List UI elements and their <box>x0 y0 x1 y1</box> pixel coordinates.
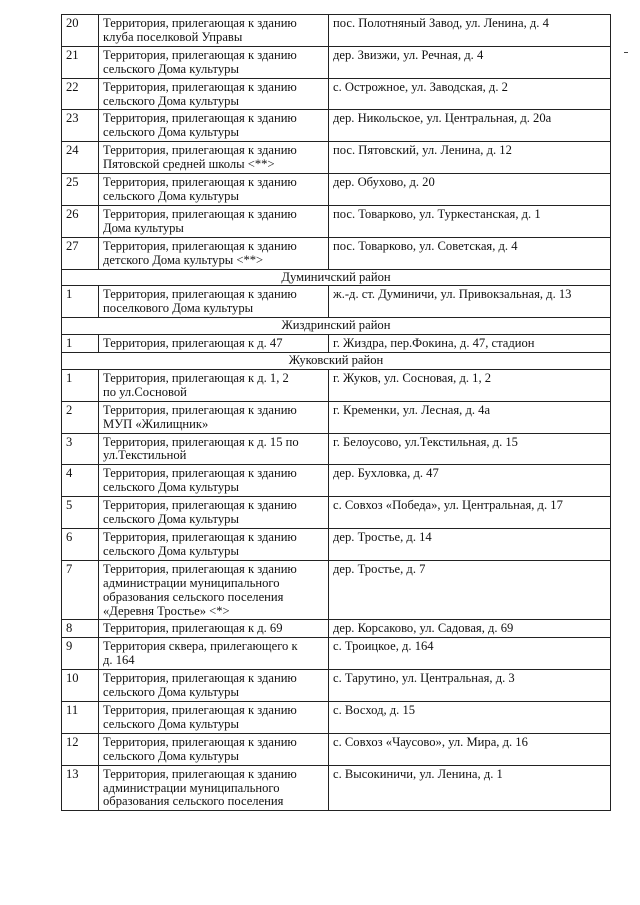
row-number: 25 <box>62 174 99 206</box>
address <box>329 401 611 433</box>
table-row <box>62 174 611 206</box>
row-number: 9 <box>62 638 99 670</box>
address <box>329 560 611 620</box>
table-row <box>62 560 611 620</box>
table-row <box>62 465 611 497</box>
address <box>329 433 611 465</box>
description-line: по ул.Сосновой <box>103 384 187 399</box>
row-number: 1 <box>62 286 99 318</box>
description-line: сельского Дома культуры <box>103 685 239 700</box>
address <box>329 286 611 318</box>
description-line: сельского Дома культуры <box>103 512 239 527</box>
description-line: образования сельского поселения <box>103 794 284 809</box>
description-line: сельского Дома культуры <box>103 480 239 495</box>
address-line: пос. Пятовский, ул. Ленина, д. 12 <box>333 143 512 158</box>
row-number: 24 <box>62 142 99 174</box>
table-row <box>62 733 611 765</box>
description-line: ул.Текстильной <box>103 448 187 463</box>
description-line: Территория, прилегающая к зданию <box>103 175 297 190</box>
table-row <box>62 205 611 237</box>
description-line: Территория, прилегающая к д. 1, 2 <box>103 370 289 385</box>
territory-description <box>99 670 329 702</box>
territory-description <box>99 15 329 47</box>
table-row <box>62 701 611 733</box>
row-number: 22 <box>62 78 99 110</box>
address-line: г. Жуков, ул. Сосновая, д. 1, 2 <box>333 370 492 385</box>
address <box>329 765 611 811</box>
address <box>329 205 611 237</box>
row-number: 10 <box>62 670 99 702</box>
address-line: дер. Тростье, д. 14 <box>333 530 432 544</box>
address <box>329 670 611 702</box>
description-line: Территория, прилегающая к зданию <box>103 16 297 30</box>
table-row <box>62 15 611 47</box>
row-number: 4 <box>62 465 99 497</box>
table-row <box>62 497 611 529</box>
district-header-row <box>62 269 611 286</box>
address-line: дер. Тростье, д. 7 <box>333 561 426 576</box>
description-line: Территория сквера, прилегающего к <box>103 639 298 654</box>
table-row <box>62 78 611 110</box>
territory-table <box>61 14 611 811</box>
description-line: Территория, прилегающая к зданию <box>103 143 297 158</box>
territory-description <box>99 174 329 206</box>
row-number: 12 <box>62 733 99 765</box>
address-line: пос. Товарково, ул. Туркестанская, д. 1 <box>333 206 541 221</box>
territory-description <box>99 465 329 497</box>
address <box>329 237 611 269</box>
row-number: 20 <box>62 15 99 47</box>
territory-description <box>99 237 329 269</box>
address <box>329 529 611 561</box>
description-line: Территория, прилегающая к зданию <box>103 238 297 253</box>
description-line: «Деревня Тростье» <*> <box>103 603 230 618</box>
description-line: Территория, прилегающая к зданию <box>103 47 297 62</box>
address-line: с. Совхоз «Победа», ул. Центральная, д. 17 <box>333 498 563 513</box>
table-row <box>62 670 611 702</box>
table-row <box>62 142 611 174</box>
address <box>329 369 611 401</box>
district-name: Жуковский район <box>62 353 611 370</box>
territory-description <box>99 205 329 237</box>
description-line: Территория, прилегающая к зданию <box>103 402 297 417</box>
row-number: 1 <box>62 335 99 353</box>
description-line: Территория, прилегающая к зданию <box>103 671 297 686</box>
address <box>329 733 611 765</box>
table-row <box>62 529 611 561</box>
address <box>329 497 611 529</box>
row-number: 11 <box>62 701 99 733</box>
territory-description <box>99 46 329 78</box>
address <box>329 110 611 142</box>
row-number: 8 <box>62 620 99 638</box>
table-row <box>62 237 611 269</box>
description-line: сельского Дома культуры <box>103 716 239 731</box>
territory-description <box>99 560 329 620</box>
address-line: дер. Корсаково, ул. Садовая, д. 69 <box>333 621 514 636</box>
territory-description <box>99 110 329 142</box>
address <box>329 46 611 78</box>
territory-description <box>99 286 329 318</box>
address-line: с. Троицкое, д. 164 <box>333 639 434 654</box>
territory-description <box>99 638 329 670</box>
row-number: 13 <box>62 765 99 811</box>
territory-description <box>99 78 329 110</box>
territory-description <box>99 529 329 561</box>
territory-description <box>99 142 329 174</box>
description-line: сельского Дома культуры <box>103 61 239 76</box>
table-row <box>62 620 611 638</box>
district-header-row <box>62 318 611 335</box>
district-header-row <box>62 353 611 370</box>
table-body <box>62 15 611 811</box>
table-row <box>62 433 611 465</box>
address <box>329 701 611 733</box>
address <box>329 142 611 174</box>
address-line: г. Белоусово, ул.Текстильная, д. 15 <box>333 434 518 449</box>
row-number: 7 <box>62 560 99 620</box>
description-line: сельского Дома культуры <box>103 93 239 108</box>
table-row <box>62 765 611 811</box>
address <box>329 15 611 47</box>
description-line: Территория, прилегающая к д. 47 <box>103 336 283 351</box>
description-line: Территория, прилегающая к зданию <box>103 561 297 576</box>
description-line: МУП «Жилищник» <box>103 416 209 431</box>
table-row <box>62 110 611 142</box>
address <box>329 174 611 206</box>
table-row <box>62 286 611 318</box>
description-line: сельского Дома культуры <box>103 543 239 558</box>
description-line: сельского Дома культуры <box>103 188 239 203</box>
address-line: дер. Обухово, д. 20 <box>333 175 435 190</box>
table-row <box>62 46 611 78</box>
description-line: образования сельского поселения <box>103 589 284 604</box>
address-line: пос. Полотняный Завод, ул. Ленина, д. 4 <box>333 16 549 30</box>
row-number: 26 <box>62 205 99 237</box>
row-number: 21 <box>62 46 99 78</box>
description-line: Территория, прилегающая к зданию <box>103 766 297 781</box>
row-number: 3 <box>62 433 99 465</box>
table-row <box>62 369 611 401</box>
description-line: Территория, прилегающая к д. 69 <box>103 621 283 636</box>
address <box>329 638 611 670</box>
territory-description <box>99 733 329 765</box>
description-line: сельского Дома культуры <box>103 125 239 140</box>
row-number: 27 <box>62 237 99 269</box>
territory-description <box>99 620 329 638</box>
address-line: с. Совхоз «Чаусово», ул. Мира, д. 16 <box>333 734 528 749</box>
description-line: клуба поселковой Управы <box>103 29 243 44</box>
address-line: дер. Бухловка, д. 47 <box>333 466 439 481</box>
description-line: Пятовской средней школы <**> <box>103 157 275 172</box>
territory-description <box>99 335 329 353</box>
address-line: с. Восход, д. 15 <box>333 702 416 717</box>
territory-description <box>99 433 329 465</box>
row-number: 2 <box>62 401 99 433</box>
table-row <box>62 401 611 433</box>
description-line: Территория, прилегающая к зданию <box>103 287 297 302</box>
description-line: Территория, прилегающая к зданию <box>103 206 297 221</box>
description-line: детского Дома культуры <**> <box>103 252 264 267</box>
table-row <box>62 638 611 670</box>
row-number: 23 <box>62 110 99 142</box>
description-line: Территория, прилегающая к зданию <box>103 111 297 126</box>
address <box>329 335 611 353</box>
territory-description <box>99 369 329 401</box>
address-line: г. Кременки, ул. Лесная, д. 4а <box>333 402 491 417</box>
address-line: с. Высокиничи, ул. Ленина, д. 1 <box>333 766 503 781</box>
scan-artifact <box>624 52 628 53</box>
address-line: дер. Звизжи, ул. Речная, д. 4 <box>333 47 484 62</box>
territory-description <box>99 701 329 733</box>
description-line: Территория, прилегающая к зданию <box>103 498 297 513</box>
district-name: Думиничский район <box>62 269 611 286</box>
address <box>329 78 611 110</box>
address-line: ж.-д. ст. Думиничи, ул. Привокзальная, д. 13 <box>333 287 572 302</box>
description-line: Территория, прилегающая к зданию <box>103 702 297 717</box>
description-line: Дома культуры <box>103 220 184 235</box>
table-row <box>62 335 611 353</box>
row-number: 1 <box>62 369 99 401</box>
district-name: Жиздринский район <box>62 318 611 335</box>
address <box>329 465 611 497</box>
description-line: Территория, прилегающая к зданию <box>103 79 297 94</box>
description-line: администрации муниципального <box>103 780 280 795</box>
description-line: администрации муниципального <box>103 575 280 590</box>
description-line: поселкового Дома культуры <box>103 301 254 316</box>
description-line: Территория, прилегающая к зданию <box>103 530 297 544</box>
row-number: 6 <box>62 529 99 561</box>
description-line: д. 164 <box>103 653 135 668</box>
territory-description <box>99 765 329 811</box>
description-line: Территория, прилегающая к зданию <box>103 466 297 481</box>
description-line: Территория, прилегающая к зданию <box>103 734 297 749</box>
address-line: г. Жиздра, пер.Фокина, д. 47, стадион <box>333 336 535 351</box>
row-number: 5 <box>62 497 99 529</box>
address-line: дер. Никольское, ул. Центральная, д. 20а <box>333 111 552 126</box>
description-line: Территория, прилегающая к д. 15 по <box>103 434 299 449</box>
description-line: сельского Дома культуры <box>103 748 239 763</box>
territory-description <box>99 401 329 433</box>
address-line: с. Острожное, ул. Заводская, д. 2 <box>333 79 508 94</box>
address-line: с. Тарутино, ул. Центральная, д. 3 <box>333 671 515 686</box>
address <box>329 620 611 638</box>
address-line: пос. Товарково, ул. Советская, д. 4 <box>333 238 518 253</box>
territory-description <box>99 497 329 529</box>
